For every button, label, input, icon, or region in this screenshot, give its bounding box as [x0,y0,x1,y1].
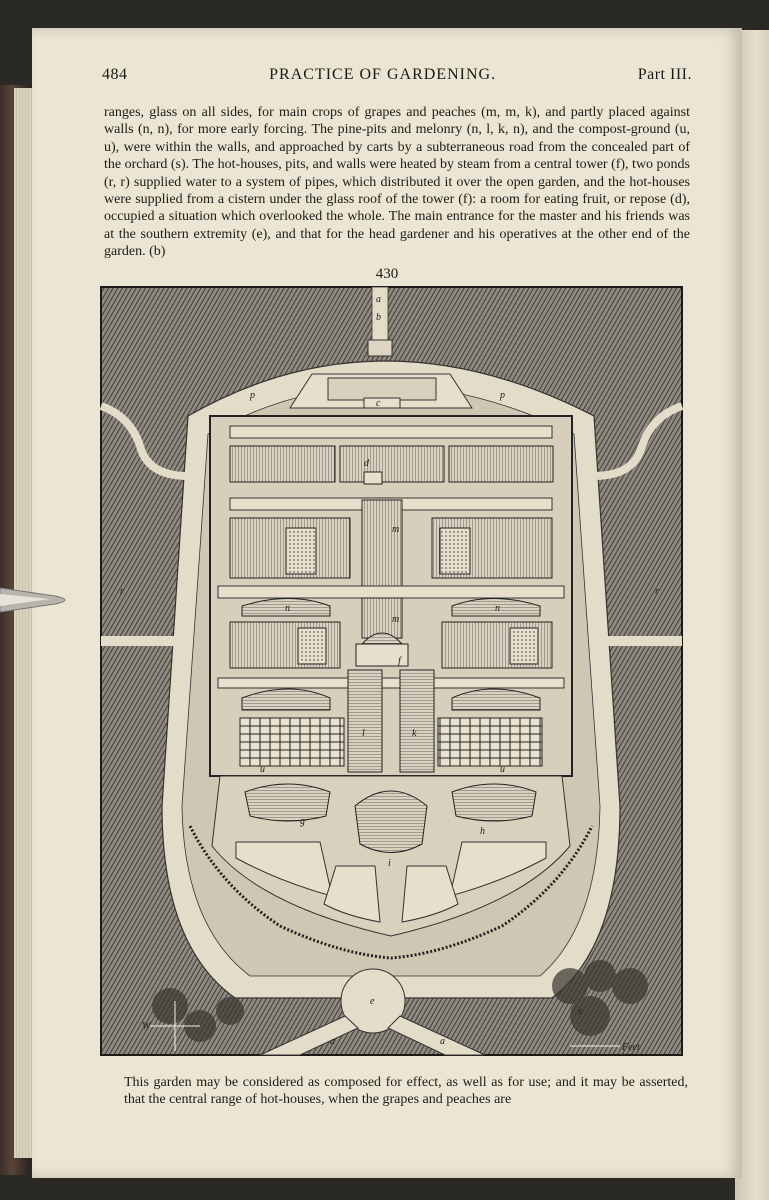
label-c: c [376,398,381,409]
body-paragraph: ranges, glass on all sides, for main crops of grapes and peaches (m, m, k), and partly placed against walls (n, n), for more early forcing. The pine-pits and melonry (n, l, k, n), and the compost-ground (u, u), were within the walls, and approached by carts by a subterraneous road from the concealed part of the orchard (s). The hot-houses, pits, and walls were heated by steam from a central tower (f), two ponds (r, r) supplied water to a system of pipes, which distributed it over the open garden, and the hot-houses were supplied from a cistern under the glass roof of the tower (f): a room for eating fruit, or repose (d), occupied a situation which overlooked the whole. The main entrance for the master and his friends was at the southern extremity (e), and that for the head gardener and his operatives at the other end of the garden. (b) [104,105,691,260]
page-number: 484 [102,66,128,83]
label-g: g [300,816,305,827]
label-m-upper: m [392,524,400,535]
label-b: b [376,312,381,323]
running-header [102,66,692,84]
compass-label: W [142,1021,151,1032]
scale-label: Feet [622,1042,640,1053]
label-p-right: p [500,390,505,401]
label-u-right: u [500,764,505,775]
running-title: PRACTICE OF GARDENING. [269,66,497,83]
label-n-left: n [285,603,290,614]
label-e: e [370,996,375,1007]
label-a-right: a [440,1036,445,1047]
label-r-left: r [120,586,124,597]
label-m-lower: m [392,614,400,625]
label-s: s [578,1006,582,1017]
label-i: i [388,858,391,869]
label-r-right: r [655,586,659,597]
garden-plan-engraving [100,286,683,1056]
book-page [32,28,742,1178]
caption-text: This garden may be considered as composed for effect, as well as for use; and it may be asserted, that the central range of hot-houses, when the grapes and peaches are [124,1075,688,1107]
label-f: f [398,656,401,667]
label-k: k [412,728,417,739]
part-label: Part III. [637,66,692,83]
label-h: h [480,826,485,837]
label-p-left: p [250,390,255,401]
label-l: l [362,728,365,739]
label-d: d [364,458,369,469]
label-a-left: a [330,1036,335,1047]
label-n-right: n [495,603,500,614]
figure-number: 430 [375,266,399,282]
label-a-top: a [376,294,381,305]
label-u-left: u [260,764,265,775]
bookmark-clip [0,580,75,620]
